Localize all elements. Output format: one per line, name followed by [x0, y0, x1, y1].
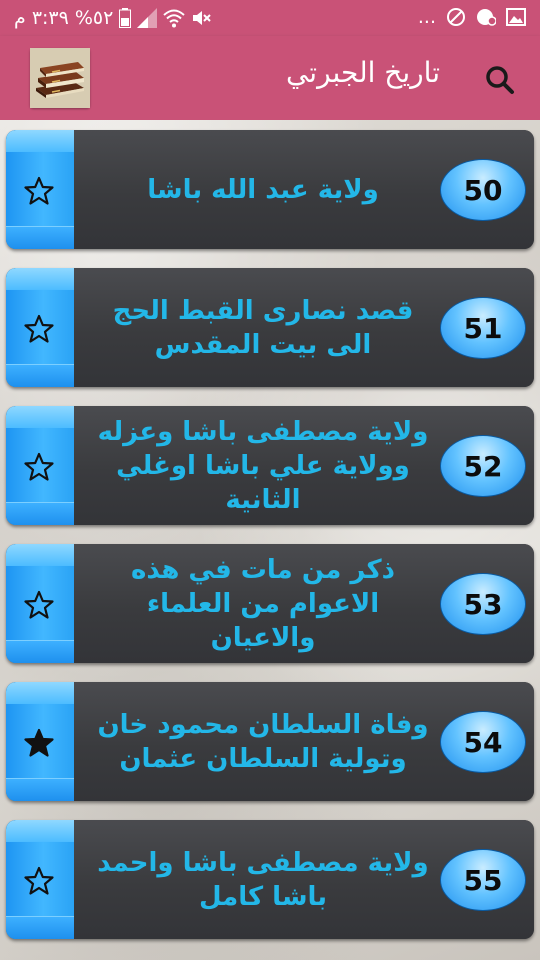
star-outline-icon: [24, 866, 54, 896]
favorite-button[interactable]: [6, 820, 74, 939]
star-outline-icon: [24, 314, 54, 344]
chapter-title: قصد نصارى القبط الحج الى بيت المقدس: [112, 295, 414, 360]
wifi-icon: [163, 8, 185, 28]
chapter-title: ولاية مصطفى باشا واحمد باشا كامل: [97, 847, 429, 912]
status-bar-right: [418, 6, 526, 28]
star-outline-icon: [24, 176, 54, 206]
chapter-number-badge: 54: [440, 711, 526, 773]
favorite-button[interactable]: [6, 406, 74, 525]
list-item[interactable]: [6, 682, 534, 801]
favorite-button[interactable]: [6, 682, 74, 801]
list-item[interactable]: [6, 406, 534, 525]
list-item-body[interactable]: [74, 406, 534, 525]
chapter-number-badge: 51: [440, 297, 526, 359]
battery-text: %٥٢: [74, 7, 114, 29]
chapter-title: وفاة السلطان محمود خان وتولية السلطان عثمان: [97, 709, 429, 774]
list-item[interactable]: [6, 268, 534, 387]
chapter-title: ولاية عبد الله باشا: [147, 174, 379, 205]
list-item-body[interactable]: [74, 130, 534, 249]
star-outline-icon: [24, 590, 54, 620]
search-icon: [482, 62, 518, 98]
clock: ٣:٣٩ م: [14, 7, 69, 29]
battery-icon: [119, 8, 131, 28]
status-bar: [0, 0, 540, 36]
mute-icon: [191, 8, 211, 28]
app-logo: [30, 48, 90, 108]
list-item-body[interactable]: [74, 820, 534, 939]
status-bar-left: [14, 7, 211, 29]
app-title: تاريخ الجبرتي: [285, 56, 440, 89]
list-item[interactable]: [6, 820, 534, 939]
notification-icon: [476, 7, 496, 27]
chapter-title: ذكر من مات في هذه الاعوام من العلماء والاعيان: [130, 554, 396, 653]
overflow-dots: ...: [417, 6, 436, 28]
list-item-body[interactable]: [74, 682, 534, 801]
image-icon: [506, 7, 526, 27]
favorite-button[interactable]: [6, 268, 74, 387]
list-item[interactable]: [6, 130, 534, 249]
list-item-body[interactable]: [74, 544, 534, 663]
search-button[interactable]: [482, 62, 518, 98]
star-outline-icon: [24, 452, 54, 482]
chapter-number-badge: 52: [440, 435, 526, 497]
app-bar: [0, 36, 540, 120]
list-item[interactable]: [6, 544, 534, 663]
favorite-button[interactable]: [6, 544, 74, 663]
favorite-button[interactable]: [6, 130, 74, 249]
chapter-list: [0, 120, 540, 960]
books-icon: [30, 48, 90, 108]
chapter-number-badge: 50: [440, 159, 526, 221]
chapter-number-badge: 53: [440, 573, 526, 635]
list-item-body[interactable]: [74, 268, 534, 387]
signal-icon: [137, 8, 157, 28]
chapter-title: ولاية مصطفى باشا وعزله وولاية علي باشا اوغلي الثانية: [97, 416, 429, 515]
privacy-shield-icon: [446, 7, 466, 27]
chapter-number-badge: 55: [440, 849, 526, 911]
star-filled-icon: [24, 728, 54, 758]
